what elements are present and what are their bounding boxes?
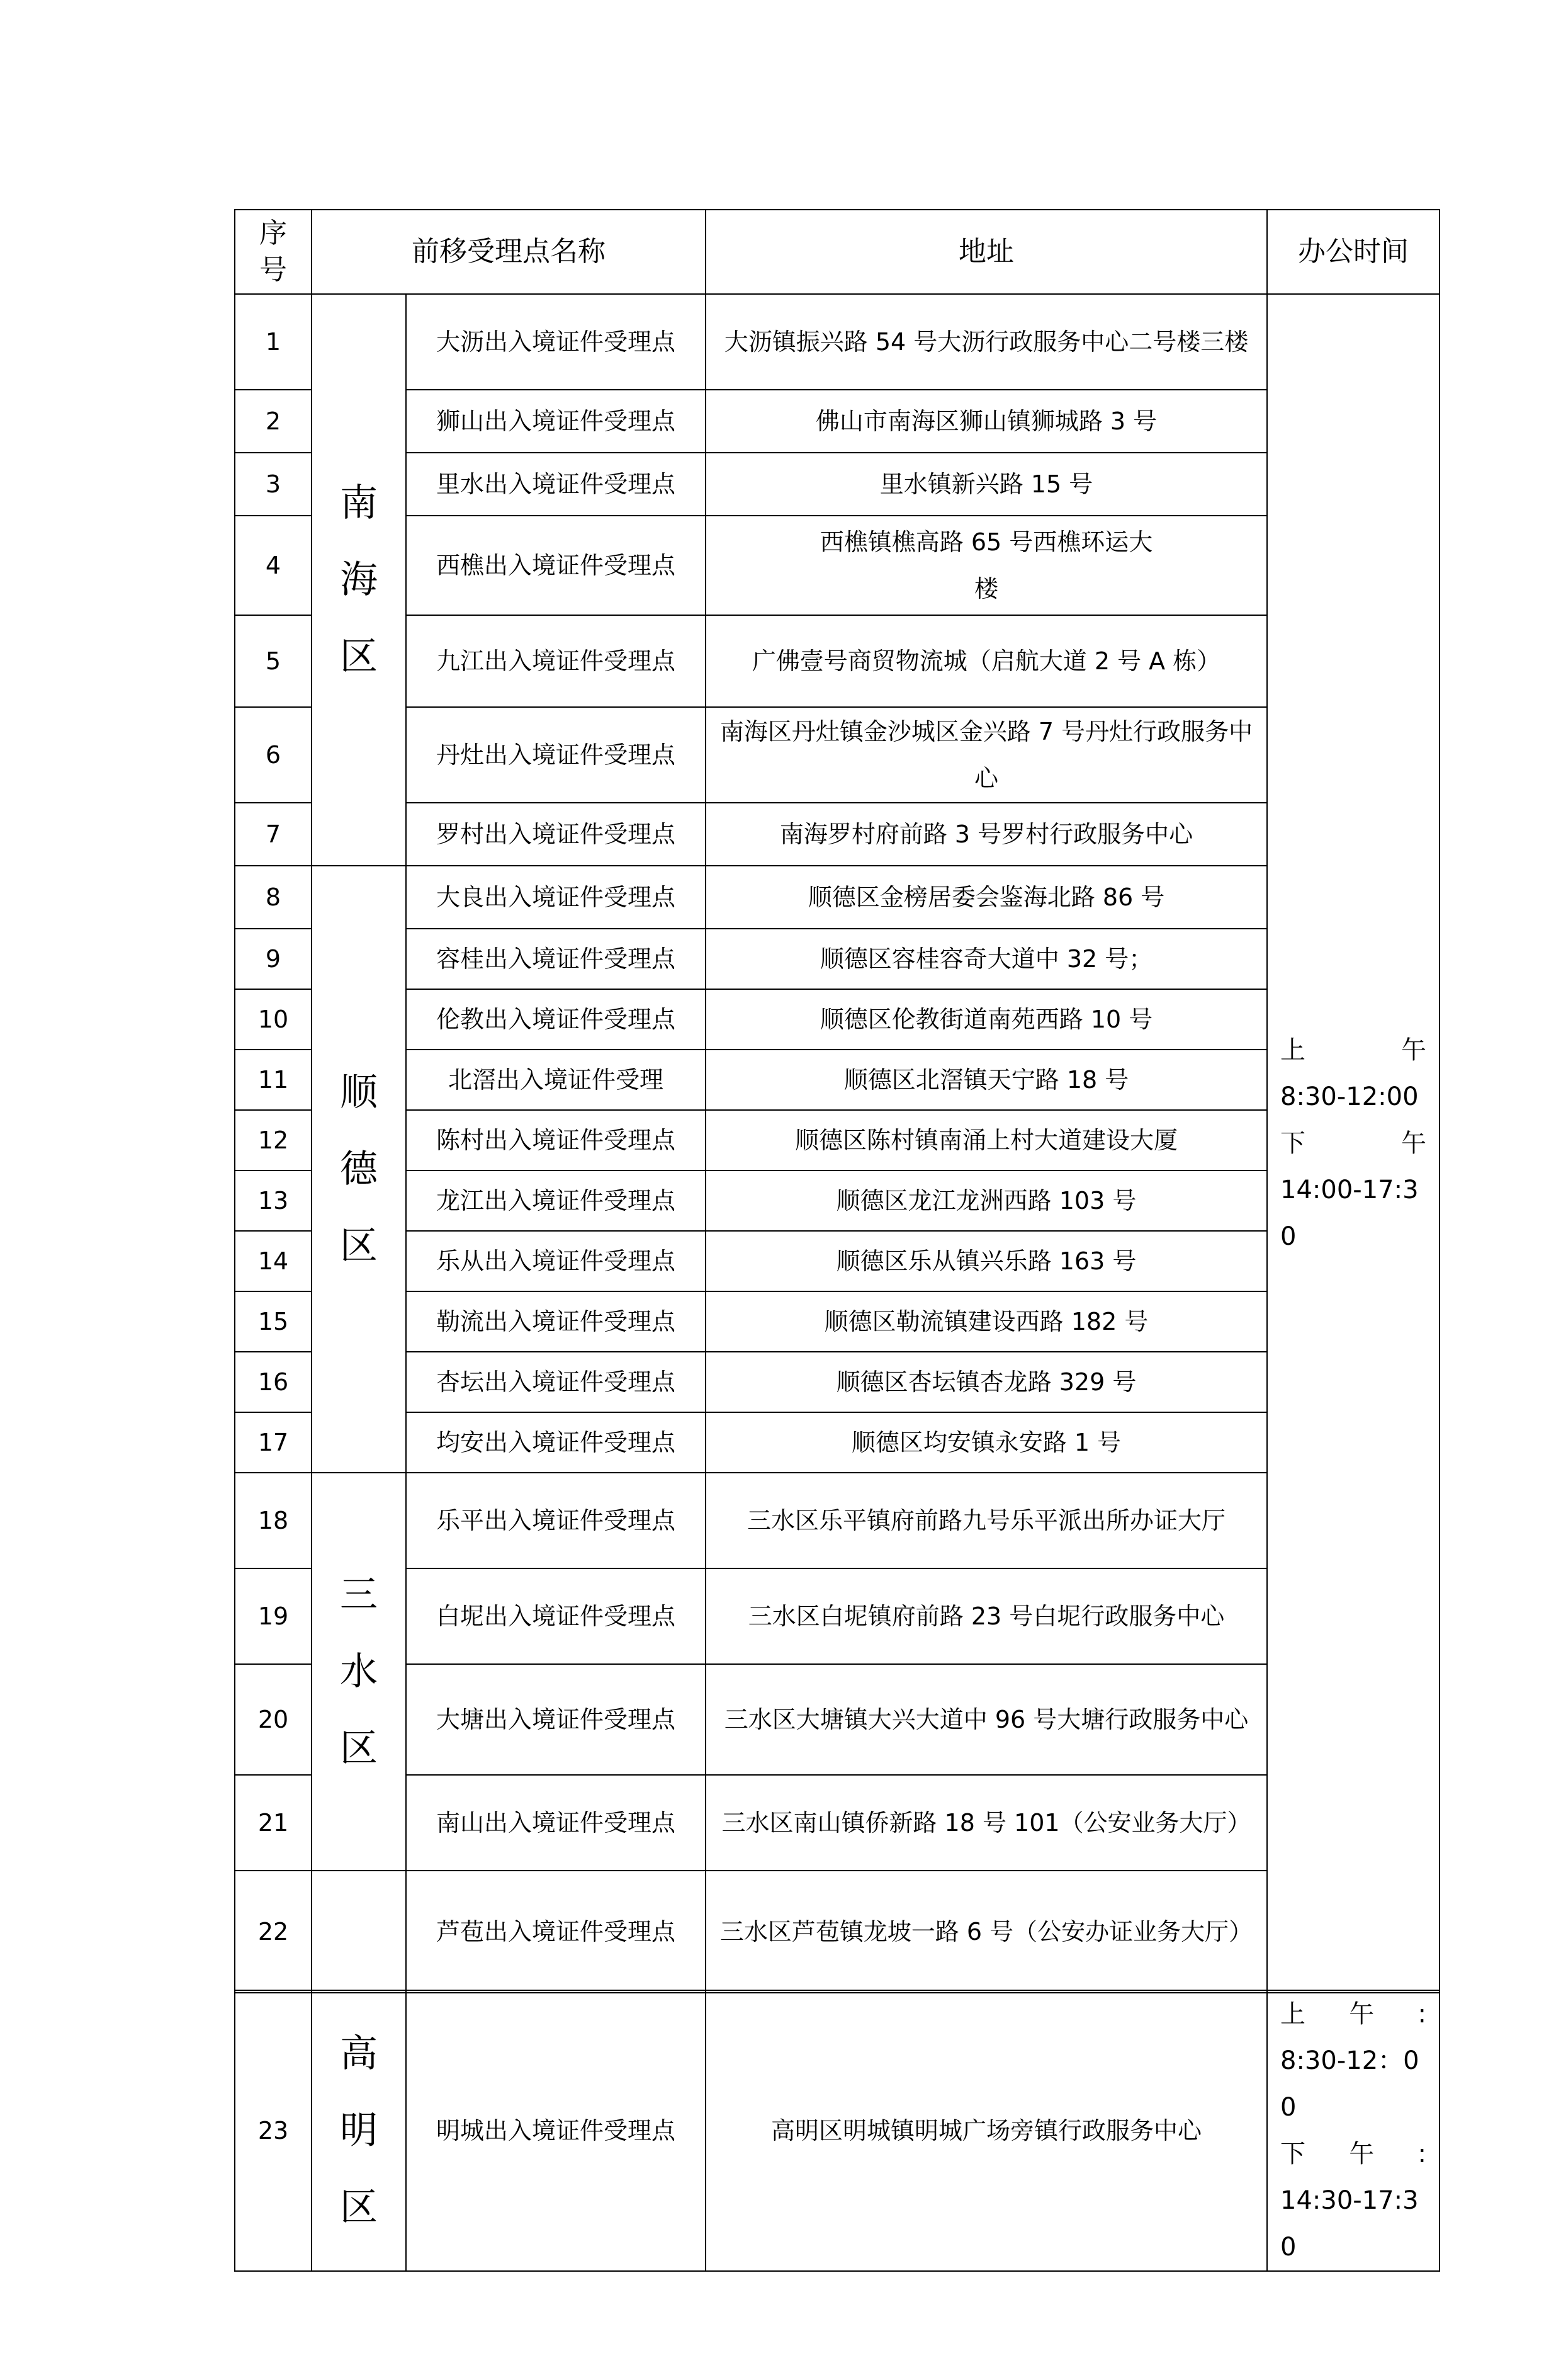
row-name: 芦苞出入境证件受理点 [406, 1871, 706, 1993]
row-seq: 5 [235, 615, 312, 707]
table-row [235, 516, 1440, 615]
row-name: 勒流出入境证件受理点 [406, 1291, 706, 1352]
district-shunde: 顺 德 区 [312, 866, 406, 1473]
header-name: 前移受理点名称 [312, 210, 706, 294]
row-address: 顺德区伦教街道南苑西路 10 号 [706, 989, 1267, 1050]
row-seq: 16 [235, 1352, 312, 1412]
table-row [235, 1352, 1440, 1412]
row-address: 顺德区勒流镇建设西路 182 号 [706, 1291, 1267, 1352]
row-address: 三水区大塘镇大兴大道中 96 号大塘行政服务中心 [706, 1664, 1267, 1775]
table-row [235, 1050, 1440, 1110]
row-address: 三水区南山镇侨新路 18 号 101（公安业务大厅） [706, 1775, 1267, 1871]
row-name: 容桂出入境证件受理点 [406, 929, 706, 989]
table-row [235, 1412, 1440, 1473]
table-row [235, 294, 1440, 390]
row-name: 九江出入境证件受理点 [406, 615, 706, 707]
table-row [235, 866, 1440, 929]
table-row [235, 1664, 1440, 1775]
hours-pm-time: 14:00-17:30 [1280, 1176, 1419, 1251]
hours-am-label-b: 午 [1401, 1036, 1426, 1065]
hours-am-label-a: 上 [1280, 1036, 1305, 1065]
row-name: 乐从出入境证件受理点 [406, 1231, 706, 1291]
hours-am-label-a: 上 [1280, 2000, 1305, 2029]
header-seq: 序 号 [235, 210, 312, 294]
row-seq: 9 [235, 929, 312, 989]
table-row [235, 1568, 1440, 1664]
hours-pm-label-c: : [1417, 2139, 1426, 2168]
service-points-table [234, 209, 1440, 1993]
table-row [235, 929, 1440, 989]
row-seq: 11 [235, 1050, 312, 1110]
row-name: 均安出入境证件受理点 [406, 1412, 706, 1473]
district-empty-cell [312, 1871, 406, 1993]
hours-pm-time: 14:30-17:30 [1280, 2186, 1419, 2262]
row-name: 丹灶出入境证件受理点 [406, 707, 706, 803]
table-row [235, 1990, 1440, 2271]
table-row [235, 1775, 1440, 1871]
table-row [235, 989, 1440, 1050]
row-seq: 10 [235, 989, 312, 1050]
row-address: 高明区明城镇明城广场旁镇行政服务中心 [706, 1990, 1267, 2271]
district-nanhai: 南 海 区 [312, 294, 406, 866]
row-address: 顺德区杏坛镇杏龙路 329 号 [706, 1352, 1267, 1412]
table-row [235, 1110, 1440, 1170]
header-address: 地址 [706, 210, 1267, 294]
row-name: 乐平出入境证件受理点 [406, 1473, 706, 1568]
row-name: 杏坛出入境证件受理点 [406, 1352, 706, 1412]
row-name: 伦教出入境证件受理点 [406, 989, 706, 1050]
hours-pm-label-b: 午 [1349, 2139, 1375, 2168]
row-name: 大沥出入境证件受理点 [406, 294, 706, 390]
service-points-table-continued [234, 1990, 1440, 2272]
row-seq: 15 [235, 1291, 312, 1352]
row-address: 广佛壹号商贸物流城（启航大道 2 号 A 栋） [706, 615, 1267, 707]
hours-pm-label-a: 下 [1280, 1129, 1305, 1158]
hours-pm-label-a: 下 [1280, 2139, 1305, 2168]
row-address: 西樵镇樵高路 65 号西樵环运大楼 [706, 516, 1267, 615]
table-row [235, 803, 1440, 866]
row-name: 西樵出入境证件受理点 [406, 516, 706, 615]
row-name: 龙江出入境证件受理点 [406, 1170, 706, 1231]
table-row [235, 707, 1440, 803]
table-row [235, 453, 1440, 516]
table-row [235, 1291, 1440, 1352]
row-seq: 8 [235, 866, 312, 929]
header-hours: 办公时间 [1267, 210, 1440, 294]
table-row [235, 1170, 1440, 1231]
row-address: 顺德区北滘镇天宁路 18 号 [706, 1050, 1267, 1110]
row-name: 狮山出入境证件受理点 [406, 390, 706, 453]
row-seq: 3 [235, 453, 312, 516]
row-seq: 4 [235, 516, 312, 615]
row-name: 明城出入境证件受理点 [406, 1990, 706, 2271]
table-row [235, 390, 1440, 453]
row-seq: 20 [235, 1664, 312, 1775]
row-address: 南海罗村府前路 3 号罗村行政服务中心 [706, 803, 1267, 866]
row-seq: 2 [235, 390, 312, 453]
office-hours-cell [1267, 294, 1440, 1993]
row-name: 白坭出入境证件受理点 [406, 1568, 706, 1664]
header-row [235, 210, 1440, 294]
row-seq: 7 [235, 803, 312, 866]
row-address: 南海区丹灶镇金沙城区金兴路 7 号丹灶行政服务中心 [706, 707, 1267, 803]
row-name: 大塘出入境证件受理点 [406, 1664, 706, 1775]
row-seq: 23 [235, 1990, 312, 2271]
row-address: 三水区芦苞镇龙坡一路 6 号（公安办证业务大厅） [706, 1871, 1267, 1993]
row-seq: 19 [235, 1568, 312, 1664]
hours-am-label-c: : [1417, 2000, 1426, 2029]
hours-am-label-b: 午 [1349, 2000, 1375, 2029]
row-seq: 6 [235, 707, 312, 803]
row-address: 佛山市南海区狮山镇狮城路 3 号 [706, 390, 1267, 453]
row-seq: 22 [235, 1871, 312, 1993]
row-name: 南山出入境证件受理点 [406, 1775, 706, 1871]
row-seq: 14 [235, 1231, 312, 1291]
hours-am-time: 8:30-12:00 [1280, 1082, 1419, 1111]
row-seq: 21 [235, 1775, 312, 1871]
row-address: 大沥镇振兴路 54 号大沥行政服务中心二号楼三楼 [706, 294, 1267, 390]
row-address: 顺德区均安镇永安路 1 号 [706, 1412, 1267, 1473]
row-seq: 12 [235, 1110, 312, 1170]
table-row [235, 615, 1440, 707]
office-hours-cell [1267, 1990, 1440, 2271]
row-address: 顺德区容桂容奇大道中 32 号； [706, 929, 1267, 989]
table-row [235, 1473, 1440, 1568]
row-name: 北滘出入境证件受理 [406, 1050, 706, 1110]
district-sanshui: 三 水 区 [312, 1473, 406, 1871]
row-name: 大良出入境证件受理点 [406, 866, 706, 929]
row-name: 陈村出入境证件受理点 [406, 1110, 706, 1170]
table-row [235, 1871, 1440, 1993]
table-row [235, 1231, 1440, 1291]
row-name: 罗村出入境证件受理点 [406, 803, 706, 866]
hours-pm-label-b: 午 [1401, 1129, 1426, 1158]
district-gaoming: 高 明 区 [312, 1990, 406, 2271]
row-seq: 17 [235, 1412, 312, 1473]
row-address: 里水镇新兴路 15 号 [706, 453, 1267, 516]
row-seq: 1 [235, 294, 312, 390]
hours-am-time: 8:30-12：00 [1280, 2046, 1419, 2122]
row-seq: 13 [235, 1170, 312, 1231]
row-name: 里水出入境证件受理点 [406, 453, 706, 516]
row-seq: 18 [235, 1473, 312, 1568]
row-address: 三水区白坭镇府前路 23 号白坭行政服务中心 [706, 1568, 1267, 1664]
row-address: 三水区乐平镇府前路九号乐平派出所办证大厅 [706, 1473, 1267, 1568]
row-address: 顺德区陈村镇南涌上村大道建设大厦 [706, 1110, 1267, 1170]
row-address: 顺德区乐从镇兴乐路 163 号 [706, 1231, 1267, 1291]
row-address: 顺德区金榜居委会鉴海北路 86 号 [706, 866, 1267, 929]
row-address: 顺德区龙江龙洲西路 103 号 [706, 1170, 1267, 1231]
